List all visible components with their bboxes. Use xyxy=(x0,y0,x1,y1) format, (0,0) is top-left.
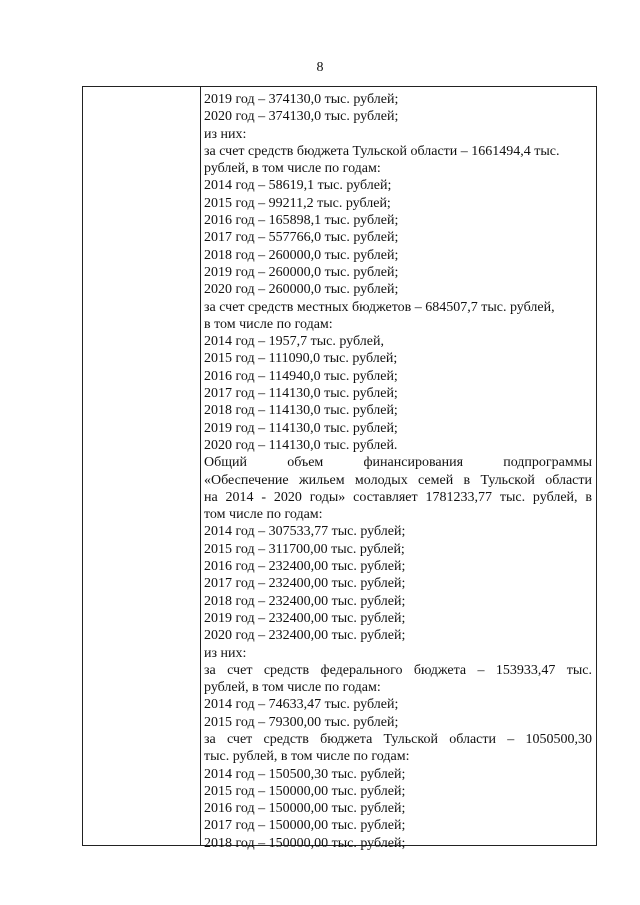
text-line: 2017 год – 150000,00 тыс. рублей; xyxy=(204,818,406,834)
text-line: из них: xyxy=(204,645,247,661)
page-number: 8 xyxy=(316,60,324,75)
text-line: на 2014 - 2020 годы» составляет 1781233,77 тыс. рублей, в xyxy=(204,489,592,505)
text-line: 2017 год – 232400,00 тыс. рублей; xyxy=(204,576,406,592)
table-left-column xyxy=(83,87,201,845)
text-line: 2018 год – 260000,0 тыс. рублей; xyxy=(204,247,399,263)
text-line: «Обеспечение жильем молодых семей в Тульской области xyxy=(204,472,592,488)
text-line: 2018 год – 232400,00 тыс. рублей; xyxy=(204,593,406,609)
text-line: 2019 год – 232400,00 тыс. рублей; xyxy=(204,610,406,626)
text-line: 2018 год – 150000,00 тыс. рублей; xyxy=(204,835,406,851)
text-line: за счет средств бюджета Тульской области – 1661494,4 тыс. xyxy=(204,143,560,159)
text-line: рублей, в том числе по годам: xyxy=(204,680,381,696)
document-table xyxy=(82,86,597,851)
text-line: 2019 год – 114130,0 тыс. рублей; xyxy=(204,420,398,436)
text-line: 2014 год – 307533,77 тыс. рублей; xyxy=(204,524,406,540)
text-line: 2020 год – 232400,00 тыс. рублей; xyxy=(204,628,406,644)
text-line: 2015 год – 111090,0 тыс. рублей; xyxy=(204,351,398,367)
text-line: 2018 год – 114130,0 тыс. рублей; xyxy=(204,403,398,419)
text-line: 2019 год – 374130,0 тыс. рублей; xyxy=(204,92,399,107)
text-line: тыс. рублей, в том числе по годам: xyxy=(204,749,410,765)
text-line: 2016 год – 150000,00 тыс. рублей; xyxy=(204,801,406,817)
text-line: за счет средств федерального бюджета – 153933,47 тыс. xyxy=(204,662,592,678)
text-line: 2015 год – 79300,00 тыс. рублей; xyxy=(204,714,399,730)
text-line: том числе по годам: xyxy=(204,507,323,523)
text-line: 2014 год – 150500,30 тыс. рублей; xyxy=(204,766,406,782)
text-line: из них: xyxy=(204,126,247,142)
text-line: 2015 год – 150000,00 тыс. рублей; xyxy=(204,783,406,799)
text-line: 2017 год – 557766,0 тыс. рублей; xyxy=(204,230,399,246)
text-line: Общий объем финансирования подпрограммы xyxy=(204,455,592,471)
text-line: 2017 год – 114130,0 тыс. рублей; xyxy=(204,386,398,402)
text-line: 2020 год – 260000,0 тыс. рублей; xyxy=(204,282,399,298)
text-line: 2014 год – 58619,1 тыс. рублей; xyxy=(204,178,392,194)
text-line: 2016 год – 114940,0 тыс. рублей; xyxy=(204,368,398,384)
text-line: 2019 год – 260000,0 тыс. рублей; xyxy=(204,264,399,280)
text-line: 2016 год – 165898,1 тыс. рублей; xyxy=(204,213,399,229)
text-line: 2020 год – 114130,0 тыс. рублей. xyxy=(204,437,398,453)
text-line: рублей, в том числе по годам: xyxy=(204,161,381,177)
text-line: 2016 год – 232400,00 тыс. рублей; xyxy=(204,559,406,575)
text-line: в том числе по годам: xyxy=(204,316,333,332)
text-line: 2014 год – 74633,47 тыс. рублей; xyxy=(204,697,399,713)
table-right-column xyxy=(204,91,592,852)
text-line: 2015 год – 311700,00 тыс. рублей; xyxy=(204,541,405,557)
text-line: за счет средств местных бюджетов – 684507,7 тыс. рублей, xyxy=(204,299,555,315)
text-line: 2015 год – 99211,2 тыс. рублей; xyxy=(204,195,391,211)
text-line: за счет средств бюджета Тульской области – 1050500,30 xyxy=(204,731,592,747)
text-line: 2020 год – 374130,0 тыс. рублей; xyxy=(204,109,399,125)
text-line: 2014 год – 1957,7 тыс. рублей, xyxy=(204,334,384,350)
